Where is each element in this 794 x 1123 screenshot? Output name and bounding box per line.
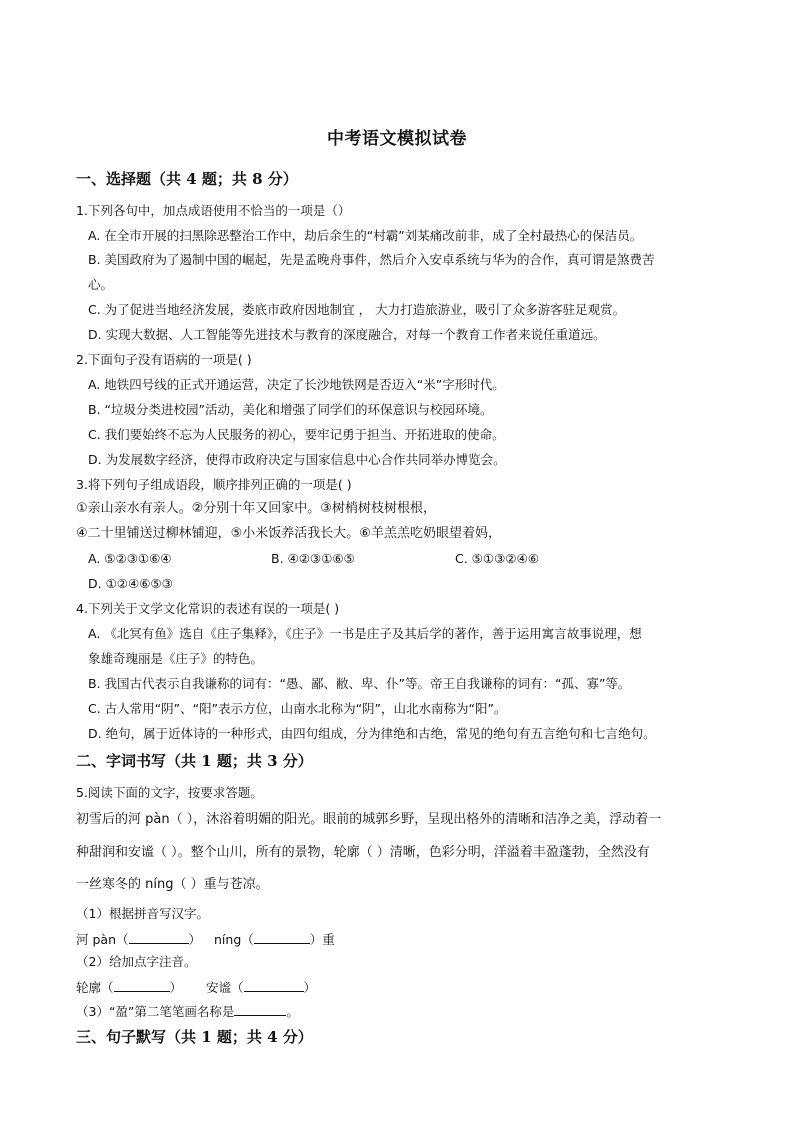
answer-row-pinyin-2 [214,929,335,948]
subquestion-3-end: 。 [286,1004,299,1019]
subquestion-3-text: （3）“盈”第二笔笔画名称是 [76,1004,235,1019]
question-3-stem: 3.将下列句子组成语段，顺序排列正确的一项是( ) [76,477,352,492]
question-3-option-d: D. ①②④⑥⑤③ [88,576,173,591]
answer-row-pinyin-1 [76,929,201,948]
answer-label-anmi-close: ） [303,980,317,995]
question-4-option-a-cont: 象雄奇瑰丽是《庄子》的特色。 [88,651,264,666]
answer-label-lunkuo: 轮廓（ [76,980,114,995]
question-1-option-b: B. 美国政府为了遏制中国的崛起，先是孟晚舟事件，然后介入安卓系统与华为的合作，真可谓是煞费苦 [88,252,655,267]
question-3-sentences-line-1: ①亲山亲水有亲人。②分别十年又回家中。③树梢树枝树根根， [76,501,436,516]
question-1-option-a: A. 在全市开展的扫黑除恶整治工作中，劫后余生的“村霸”刘某痛改前非，成了全村最热心的保洁员。 [88,228,643,243]
passage-line-3: 一丝寒冬的 níng（ ）重与苍凉。 [76,877,269,892]
answer-row-phonetic-2 [206,977,316,996]
subquestion-3 [76,1001,299,1020]
question-4-stem: 4.下列关于文学文化常识的表述有误的一项是( ) [76,601,340,616]
answer-label-close: ） [188,932,202,947]
question-4-option-d: D. 绝句，属于近体诗的一种形式，由四句组成，分为律绝和古绝，常见的绝句有五言绝句和七言绝句。 [88,726,656,741]
page-title: 中考语文模拟试卷 [327,129,467,149]
question-1-option-c: C. 为了促进当地经济发展，娄底市政府因地制宜 ， 大力打造旅游业，吸引了众多游客驻足观赏。 [88,302,626,317]
question-1-stem: 1.下列各句中，加点成语使用不恰当的一项是（） [76,203,351,218]
answer-blank-anmi[interactable] [244,977,304,992]
passage-line-2: 种甜润和安谧（ ）。整个山川，所有的景物，轮廓（ ）清晰，色彩分明，洋溢着丰盈蓬勃，全然没有 [76,845,650,860]
question-2-option-b: B. “垃圾分类进校园”活动，美化和增强了同学们的环保意识与校园环境。 [88,402,493,417]
question-3-option-c: C. ⑤①③②④⑥ [455,551,539,566]
answer-blank-lunkuo[interactable] [114,977,170,992]
answer-label-anmi: 安谧（ [206,980,244,995]
subquestion-1: （1）根据拼音写汉字。 [76,906,209,921]
question-4-option-b: B. 我国古代表示自我谦称的词有：“愚、鄙、敝、卑、仆”等。帝王自我谦称的词有：“孤、寡”等。 [88,676,631,691]
answer-label-ning: níng（ [214,932,254,947]
answer-label-he-pan: 河 pàn（ [76,932,129,947]
question-5-stem: 5.阅读下面的文字，按要求答题。 [76,785,263,800]
answer-blank-ning[interactable] [254,929,310,944]
answer-row-phonetic-1 [76,977,182,996]
subquestion-2: （2）给加点字注音。 [76,954,197,969]
question-2-option-a: A. 地铁四号线的正式开通运营，决定了长沙地铁网是否迈入“米”字形时代。 [88,377,505,392]
question-1-option-d: D. 实现大数据、人工智能等先进技术与教育的深度融合，对每一个教育工作者来说任重道远。 [88,327,606,342]
section-heading-choice: 一、选择题（共 4 题；共 8 分） [76,170,298,188]
passage-line-1: 初雪后的河 pàn（ ），沐浴着明媚的阳光。眼前的城郭乡野，呈现出格外的清晰和洁净之美，浮动着一 [76,812,662,827]
question-4-option-a: A. 《北冥有鱼》选自《庄子集释》，《庄子》一书是庄子及其后学的著作，善于运用寓言故事说理，想 [88,626,642,641]
question-4-option-c: C. 古人常用“阴”、“阳”表示方位，山南水北称为“阴”，山北水南称为“阳”。 [88,701,507,716]
answer-blank-he-pan[interactable] [129,929,189,944]
section-heading-recitation: 三、句子默写（共 1 题；共 4 分） [76,1028,313,1046]
section-heading-writing: 二、字词书写（共 1 题；共 3 分） [76,752,313,770]
question-2-stem: 2.下面句子没有语病的一项是( ) [76,352,252,367]
question-2-option-c: C. 我们要始终不忘为人民服务的初心，要牢记勇于担当、开拓进取的使命。 [88,427,505,442]
question-3-option-a: A. ⑤②③①⑥④ [88,551,172,566]
answer-label-ning-close: ）重 [309,932,335,947]
answer-label-lunkuo-close: ） [169,980,183,995]
question-3-sentences-line-2: ④二十里铺送过柳林铺迎，⑤小米饭养活我长大。⑥羊羔羔吃奶眼望着妈， [76,526,501,541]
question-3-option-b: B. ④②③①⑥⑤ [271,551,355,566]
question-2-option-d: D. 为发展数字经济，使得市政府决定与国家信息中心合作共同举办博览会。 [88,452,506,467]
answer-blank-stroke-name[interactable] [234,1001,286,1016]
question-1-option-b-cont: 心。 [88,277,114,292]
